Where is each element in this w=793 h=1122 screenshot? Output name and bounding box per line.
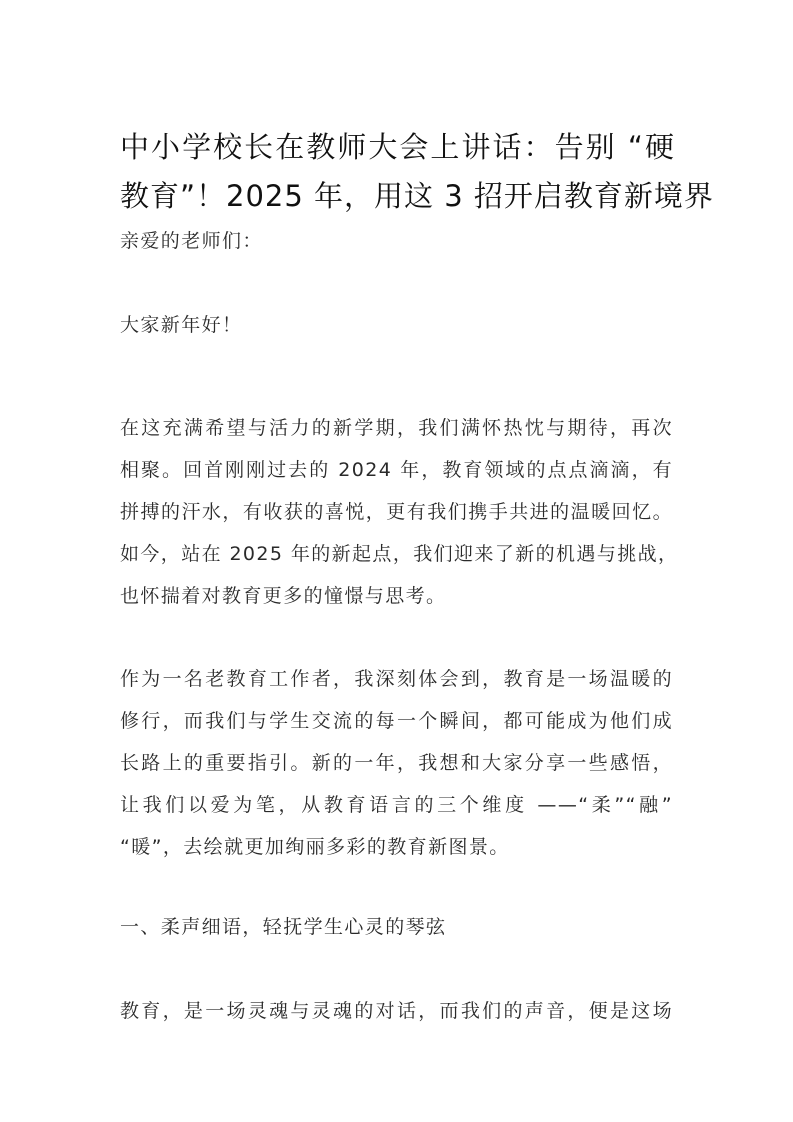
- paragraph-1-line-5: 也怀揣着对教育更多的憧憬与思考。: [120, 585, 447, 607]
- paragraph-2-line-4: 让我们以爱为笔，从教育语言的三个维度 ——“柔”“融”: [120, 794, 673, 816]
- document-title-line-2: 教育”！2025 年，用这 3 招开启教育新境界: [120, 179, 714, 213]
- paragraph-2-line-1: 作为一名老教育工作者，我深刻体会到，教育是一场温暖的: [120, 668, 673, 690]
- section-1-heading: 一、柔声细语，轻抚学生心灵的琴弦: [120, 916, 447, 938]
- greeting: 大家新年好！: [120, 314, 243, 336]
- paragraph-2-line-5: “暖”，去绘就更加绚丽多彩的教育新图景。: [120, 836, 510, 858]
- paragraph-1-line-2: 相聚。回首刚刚过去的 2024 年，教育领域的点点滴滴，有: [120, 459, 673, 481]
- salutation: 亲爱的老师们：: [120, 230, 263, 252]
- paragraph-2-line-3: 长路上的重要指引。新的一年，我想和大家分享一些感悟，: [120, 752, 673, 774]
- paragraph-1-line-1: 在这充满希望与活力的新学期，我们满怀热忱与期待，再次: [120, 417, 673, 439]
- paragraph-1-line-3: 拼搏的汗水，有收获的喜悦，更有我们携手共进的温暖回忆。: [120, 501, 673, 523]
- paragraph-1-line-4: 如今，站在 2025 年的新起点，我们迎来了新的机遇与挑战，: [120, 543, 679, 565]
- paragraph-3-line-1: 教育，是一场灵魂与灵魂的对话，而我们的声音，便是这场: [120, 1000, 673, 1022]
- document-title-line-1: 中小学校长在教师大会上讲话：告别 “硬: [120, 130, 675, 164]
- paragraph-2-line-2: 修行，而我们与学生交流的每一个瞬间，都可能成为他们成: [120, 710, 673, 732]
